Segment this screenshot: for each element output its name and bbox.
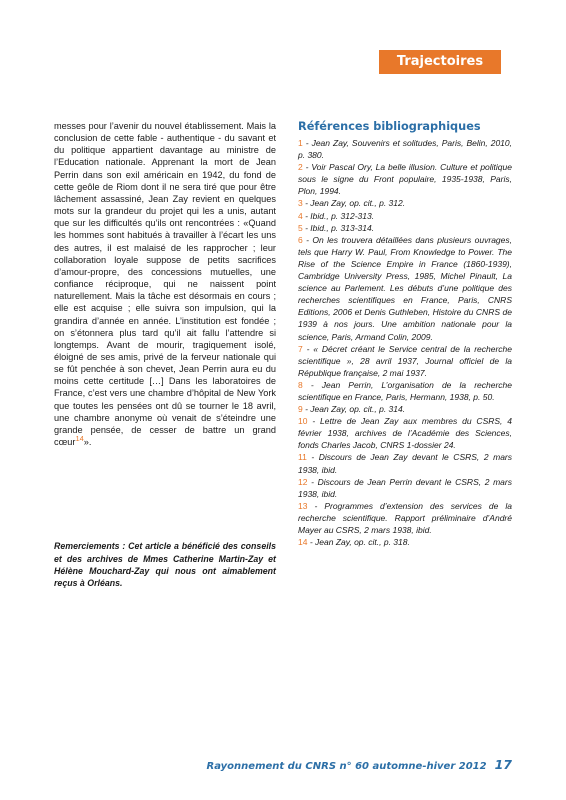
reference-text: - Lettre de Jean Zay aux membres du CSRS, 4 février 1938, archives de l’Académie des Sciences, fonds Charles Jacob, CNRS 1-dossier 24. <box>298 416 512 451</box>
reference-number: 14 <box>298 537 308 548</box>
article-body-text: messes pour l’avenir du nouvel établissement. Mais la conclusion de cette fable - authentique - du savant et du politique appartient davantage au ministre de l’Education nationale. Apprenant la mort de Jean Perrin dans son exil américain en 1942, du fond de cette geôle de Riom dont il ne sera tiré que pour être lâchement assassiné, Jean Zay revient en quelques mots sur la grandeur du projet qui les a unis, autant que sur les difficultés qu’ils ont rencontrées : «Quand les hommes sont habitués à travailler à l’écart les uns des autres, il est malaisé de les rapprocher ; leur collaboration loyale suppose de petits sacrifices d’amour-propre, des concessions mutuelles, une confiance réciproque, qui ne naissent point naturellement. Mais la tâche est désormais en cours ; elle est acquise ; elle suivra son impulsion, qui la grandira d’année en année. L’institution est fondée ; on s’étonnera plus tard qu’il ait fallu l’attendre si longtemps. Avant de mourir, tragiquement isolé, éloigné de ses amis, privé de la ferveur nationale qui se fût penchée à son chevet, Jean Perrin aura eu du moins cette certitude […] Dans les laboratoires de France, c’est vers une chambre d’hôpital de New York que toutes les pensées ont dû se tourner le 18 avril, une chambre anonyme où venait de s’éteindre une grande pensée, de cesser de battre un grand cœur <box>54 121 276 448</box>
reference-text: - Discours de Jean Perrin devant le CSRS, 2 mars 1938, ibid. <box>298 476 512 499</box>
reference-number: 8 <box>298 379 303 390</box>
reference-number: 13 <box>298 500 308 511</box>
reference-item <box>298 451 512 475</box>
reference-text: - Ibid., p. 312-313. <box>302 210 375 221</box>
reference-number: 5 <box>298 222 303 233</box>
reference-number: 9 <box>298 404 303 415</box>
reference-number: 4 <box>298 210 303 221</box>
reference-item <box>298 222 512 234</box>
section-tab: Trajectoires <box>379 50 501 74</box>
article-column <box>54 120 276 598</box>
reference-item <box>298 234 512 343</box>
page-number: 17 <box>494 757 512 772</box>
reference-item <box>298 343 512 379</box>
reference-text: - Jean Zay, Souvenirs et solitudes, Paris, Belin, 2010, p. 380. <box>298 138 512 161</box>
reference-item <box>298 210 512 222</box>
reference-number: 11 <box>298 452 307 463</box>
reference-text: - Jean Perrin, L’organisation de la recherche scientifique en France, Paris, Hermann, 1938, p. 50. <box>298 379 512 402</box>
reference-item <box>298 137 512 161</box>
reference-text: - Ibid., p. 313-314. <box>302 222 375 233</box>
reference-number: 7 <box>298 343 303 354</box>
acknowledgements: Remerciements : Cet article a bénéficié des conseils et des archives de Mmes Catherine Martin-Zay et Hélène Mouchard-Zay qui nous ont aimablement reçus à Orléans. <box>54 541 276 589</box>
reference-number: 1 <box>298 138 303 148</box>
reference-text: - Voir Pascal Ory, La belle illusion. Culture et politique sous le signe du Front populaire, 1935-1938, Paris, Plon, 1994. <box>298 162 512 197</box>
reference-item <box>298 536 512 548</box>
reference-number: 2 <box>298 162 303 173</box>
reference-text: - Jean Zay, op. cit., p. 312. <box>302 198 406 209</box>
article-body <box>54 120 276 448</box>
article-body-end: ». <box>83 437 92 448</box>
reference-number: 3 <box>298 198 303 209</box>
reference-text: - Jean Zay, op. cit., p. 318. <box>307 537 410 548</box>
publication-name: Rayonnement du CNRS n° 60 automne-hiver 2012 <box>206 761 487 772</box>
reference-item <box>298 476 512 500</box>
reference-text: - « Décret créant le Service central de la recherche scientifique », 28 avril 1937, Journal officiel de la République française, 2 mai 1937. <box>298 343 512 378</box>
footnote-reference[interactable]: 14 <box>75 434 84 443</box>
reference-number: 6 <box>298 234 303 245</box>
reference-text: - On les trouvera détaillées dans plusieurs ouvrages, tels que Harry W. Paul, From Knowledge to Power. The Rise of the Science Empire in France (1860-1939), Cambridge University Press, 1985, Michel Pinault, La science au Parlement. Les débuts d’une politique des recherches scientifiques en France, Paris, CNRS Editions, 2006 et Denis Guthleben, Histoire du CNRS de 1939 à nos jours. Une ambition nationale pour la science, Paris, Armand Colin, 2009. <box>298 234 512 342</box>
reference-number: 12 <box>298 476 308 487</box>
reference-text: - Programmes d’extension des services de la recherche scientifique. Rapport préliminaire d’André Mayer au CSRS, 2 mars 1938, ibid. <box>298 500 512 535</box>
reference-item <box>298 161 512 197</box>
references-column <box>298 120 512 548</box>
reference-number: 10 <box>298 416 308 427</box>
reference-item <box>298 197 512 209</box>
page-footer <box>207 757 512 777</box>
reference-item <box>298 379 512 403</box>
reference-text: - Discours de Jean Zay devant le CSRS, 2 mars 1938, ibid. <box>298 452 512 475</box>
reference-item <box>298 403 512 415</box>
reference-item <box>298 415 512 451</box>
reference-item <box>298 500 512 536</box>
reference-text: - Jean Zay, op. cit., p. 314. <box>302 404 406 415</box>
references-title: Références bibliographiques <box>298 120 481 133</box>
references-list <box>298 137 512 548</box>
